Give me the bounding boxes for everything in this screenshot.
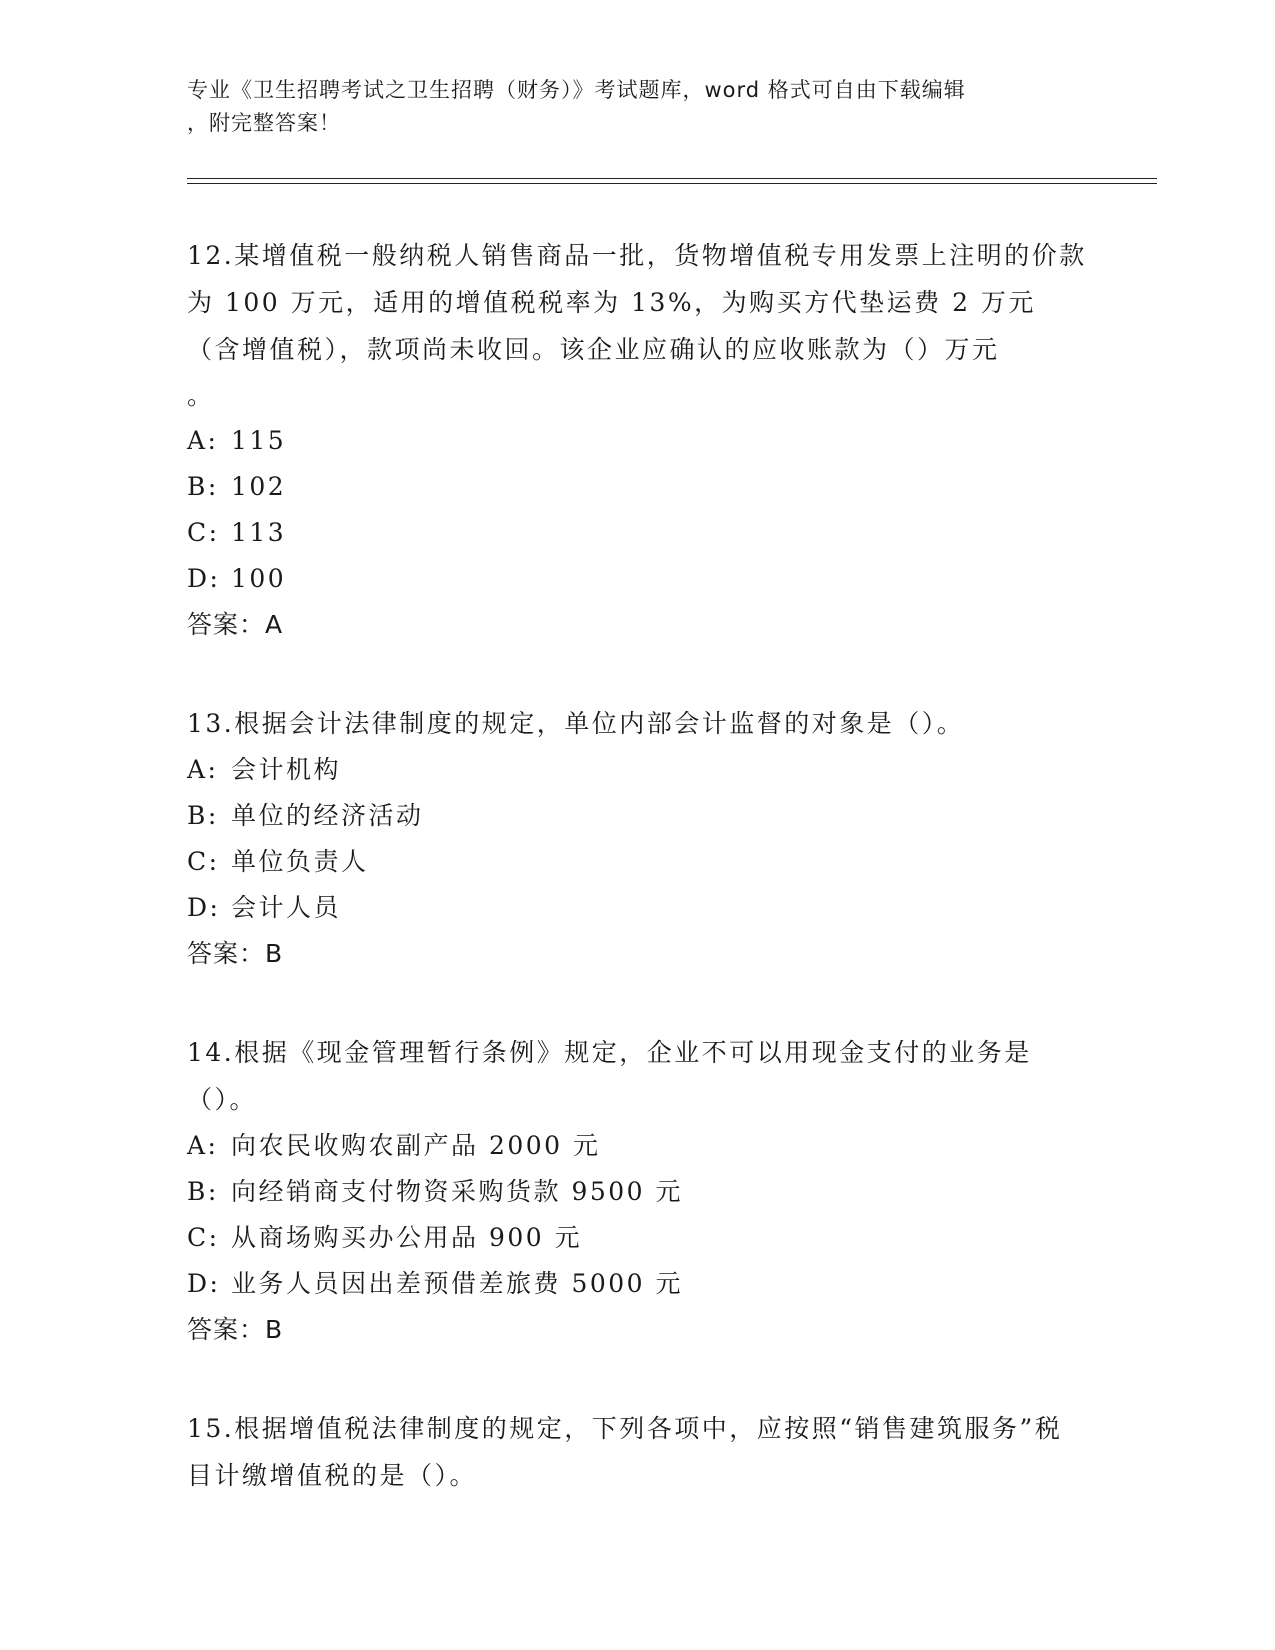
option-key: D: xyxy=(187,1269,221,1298)
option-text: 115 xyxy=(231,426,287,455)
question-text: 14.根据《现金管理暂行条例》规定，企业不可以用现金支付的业务是（）。 xyxy=(187,1038,1032,1114)
option-c xyxy=(187,510,1087,556)
option-c xyxy=(187,1215,1087,1261)
option-key: B: xyxy=(187,1177,219,1206)
option-key: D: xyxy=(187,893,221,922)
question-text-trailing: 。 xyxy=(187,381,215,410)
question-14 xyxy=(187,1029,1087,1353)
option-a xyxy=(187,1123,1087,1169)
option-text: 会计机构 xyxy=(231,755,342,784)
option-a xyxy=(187,418,1087,464)
option-c xyxy=(187,839,1087,885)
option-text: 单位的经济活动 xyxy=(231,801,424,830)
option-text: 业务人员因出差预借差旅费 5000 元 xyxy=(231,1269,684,1298)
option-key: C: xyxy=(187,518,220,547)
option-b xyxy=(187,793,1087,839)
header-title-line-2: ，附完整答案！ xyxy=(187,111,341,135)
option-a xyxy=(187,747,1087,793)
option-text: 向经销商支付物资采购货款 9500 元 xyxy=(231,1177,684,1206)
option-text: 向农民收购农副产品 2000 元 xyxy=(231,1131,601,1160)
question-12 xyxy=(187,232,1087,648)
option-b xyxy=(187,1169,1087,1215)
question-13 xyxy=(187,700,1087,977)
option-text: 113 xyxy=(231,518,287,547)
option-d xyxy=(187,1261,1087,1307)
question-list xyxy=(187,232,1087,1551)
answer-line: 答案：B xyxy=(187,939,284,968)
header-title-line-1: 专业《卫生招聘考试之卫生招聘（财务）》考试题库，word 格式可自由下载编辑 xyxy=(187,78,966,102)
question-15 xyxy=(187,1405,1087,1499)
option-b xyxy=(187,464,1087,510)
option-key: C: xyxy=(187,1223,220,1252)
question-text: 15.根据增值税法律制度的规定，下列各项中，应按照“销售建筑服务”税目计缴增值税的是（）。 xyxy=(187,1414,1063,1490)
header-double-rule xyxy=(187,178,1157,184)
option-key: A: xyxy=(187,755,219,784)
option-text: 会计人员 xyxy=(231,893,342,922)
option-text: 102 xyxy=(231,472,287,501)
option-key: B: xyxy=(187,472,219,501)
option-text: 单位负责人 xyxy=(231,847,369,876)
option-key: D: xyxy=(187,564,221,593)
option-key: B: xyxy=(187,801,219,830)
option-d xyxy=(187,885,1087,931)
answer-line: 答案：B xyxy=(187,1315,284,1344)
option-text: 从商场购买办公用品 900 元 xyxy=(231,1223,583,1252)
option-key: C: xyxy=(187,847,220,876)
option-d xyxy=(187,556,1087,602)
option-key: A: xyxy=(187,426,219,455)
option-key: A: xyxy=(187,1131,219,1160)
option-text: 100 xyxy=(231,564,287,593)
question-text: 12.某增值税一般纳税人销售商品一批，货物增值税专用发票上注明的价款为 100 万元，适用的增值税税率为 13%，为购买方代垫运费 2 万元（含增值税），款项尚未收回。该企业应确认的应收账款为（）万元 xyxy=(187,241,1087,364)
question-text: 13.根据会计法律制度的规定，单位内部会计监督的对象是（）。 xyxy=(187,709,965,738)
document-header xyxy=(187,74,1087,140)
answer-line: 答案：A xyxy=(187,610,284,639)
